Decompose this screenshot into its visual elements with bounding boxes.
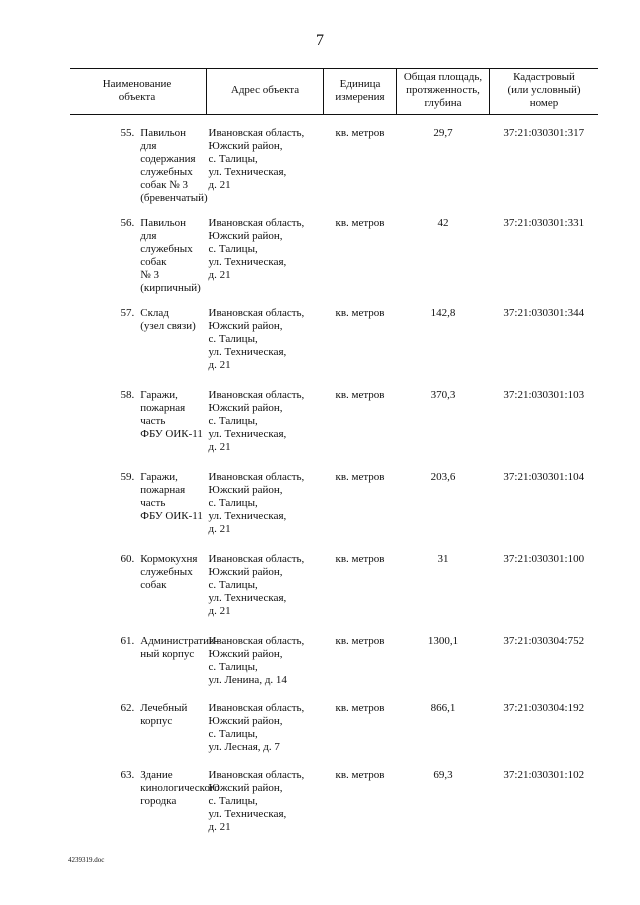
table-row	[70, 377, 598, 459]
area-value: 203,6	[430, 471, 456, 483]
object-name: Склад (узел связи)	[140, 307, 196, 332]
header-name: Наименование объекта	[70, 69, 207, 115]
object-name: Гаражи, пожарная часть ФБУ ОИК-11	[140, 471, 203, 522]
header-cadastral: Кадастровый (или условный) номер	[490, 69, 599, 115]
area-value: 42	[437, 217, 449, 229]
table-body	[70, 115, 598, 840]
object-name: Павильон для содержания служебных собак № 3 (бревенчатый)	[140, 127, 208, 204]
table-row	[70, 541, 598, 623]
unit-of-measure: кв. метров	[335, 471, 385, 483]
row-number: 59.	[120, 471, 135, 483]
row-number: 62.	[120, 702, 135, 714]
cadastral-number: 37:21:030301:104	[503, 471, 585, 483]
object-name: Здание кинологического городка	[140, 769, 220, 807]
object-name: Административ- ный корпус	[140, 635, 218, 660]
area-value: 29,7	[433, 127, 453, 139]
area-value: 142,8	[430, 307, 456, 319]
object-address: Ивановская область, Южский район, с. Талицы, ул. Техническая, д. 21	[208, 769, 305, 833]
header-area: Общая площадь, протяженность, глубина	[397, 69, 490, 115]
table-row	[70, 623, 598, 690]
property-table	[70, 68, 598, 839]
area-value: 69,3	[433, 769, 453, 781]
row-number: 56.	[120, 217, 135, 229]
object-name: Кормокухня служебных собак	[140, 553, 198, 591]
unit-of-measure: кв. метров	[335, 635, 385, 647]
cadastral-number: 37:21:030304:752	[503, 635, 585, 647]
table-row	[70, 115, 598, 206]
unit-of-measure: кв. метров	[335, 307, 385, 319]
cadastral-number: 37:21:030301:331	[503, 217, 585, 229]
object-name: Лечебный корпус	[140, 702, 188, 727]
unit-of-measure: кв. метров	[335, 217, 385, 229]
unit-of-measure: кв. метров	[335, 127, 385, 139]
object-address: Ивановская область, Южский район, с. Талицы, ул. Техническая, д. 21	[208, 127, 305, 191]
area-value: 370,3	[430, 389, 456, 401]
unit-of-measure: кв. метров	[335, 769, 385, 781]
unit-of-measure: кв. метров	[335, 389, 385, 401]
area-value: 31	[437, 553, 449, 565]
row-number: 61.	[120, 635, 135, 647]
table-row	[70, 459, 598, 541]
unit-of-measure: кв. метров	[335, 702, 385, 714]
table-row	[70, 690, 598, 757]
cadastral-number: 37:21:030301:103	[503, 389, 585, 401]
object-address: Ивановская область, Южский район, с. Талицы, ул. Техническая, д. 21	[208, 553, 305, 617]
object-address: Ивановская область, Южский район, с. Талицы, ул. Ленина, д. 14	[208, 635, 305, 686]
object-address: Ивановская область, Южский район, с. Талицы, ул. Техническая, д. 21	[208, 471, 305, 535]
row-number: 60.	[120, 553, 135, 565]
page-number: 7	[316, 32, 324, 49]
header-unit: Единица измерения	[324, 69, 397, 115]
cadastral-number: 37:21:030301:317	[503, 127, 585, 139]
table-row	[70, 757, 598, 839]
object-name: Павильон для служебных собак № 3 (кирпичный)	[140, 217, 201, 294]
area-value: 866,1	[430, 702, 456, 714]
table-header-row	[70, 69, 598, 115]
cadastral-number: 37:21:030301:344	[503, 307, 585, 319]
row-number: 63.	[120, 769, 135, 781]
cadastral-number: 37:21:030301:102	[503, 769, 585, 781]
object-name: Гаражи, пожарная часть ФБУ ОИК-11	[140, 389, 203, 440]
row-number: 58.	[120, 389, 135, 401]
row-number: 55.	[120, 127, 135, 139]
document-footer: 4239319.doc	[68, 856, 105, 864]
header-address: Адрес объекта	[207, 69, 324, 115]
object-address: Ивановская область, Южский район, с. Талицы, ул. Техническая, д. 21	[208, 217, 305, 281]
row-number: 57.	[120, 307, 135, 319]
area-value: 1300,1	[427, 635, 459, 647]
cadastral-number: 37:21:030304:192	[503, 702, 585, 714]
table-row	[70, 205, 598, 295]
object-address: Ивановская область, Южский район, с. Талицы, ул. Техническая, д. 21	[208, 389, 305, 453]
table-row	[70, 295, 598, 377]
object-address: Ивановская область, Южский район, с. Талицы, ул. Техническая, д. 21	[208, 307, 305, 371]
cadastral-number: 37:21:030301:100	[503, 553, 585, 565]
unit-of-measure: кв. метров	[335, 553, 385, 565]
object-address: Ивановская область, Южский район, с. Талицы, ул. Лесная, д. 7	[208, 702, 305, 753]
